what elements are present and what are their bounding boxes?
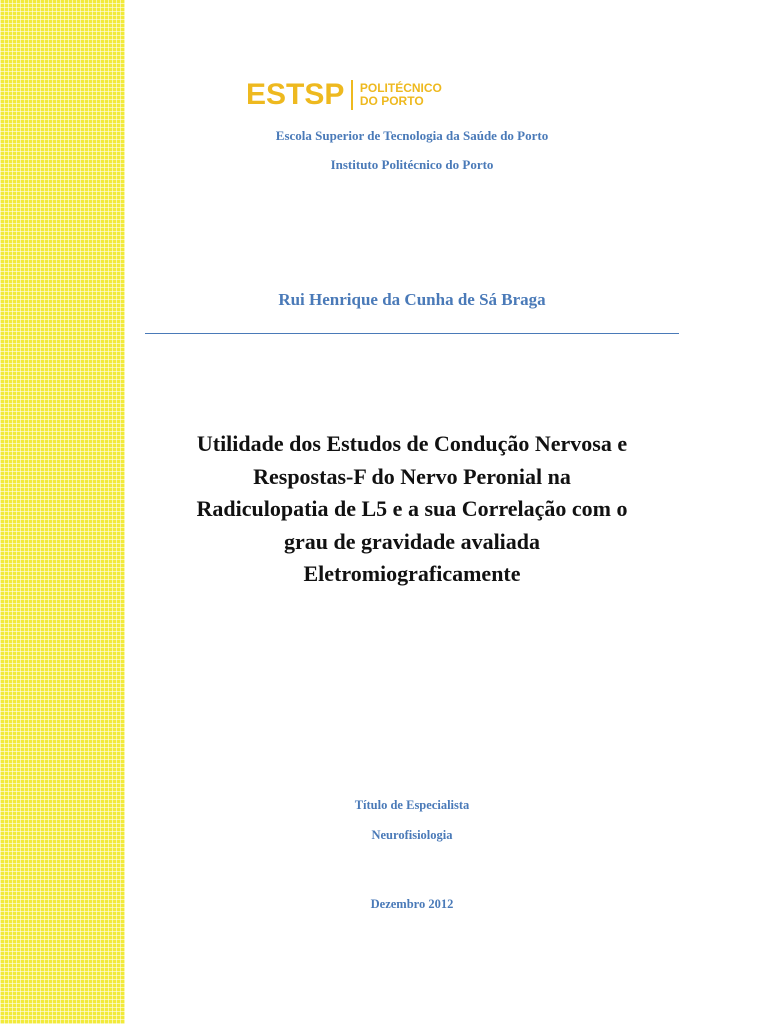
title-line: Eletromiograficamente <box>303 561 521 586</box>
author-name: Rui Henrique da Cunha de Sá Braga <box>278 290 546 309</box>
title-line: Radiculopatia de L5 e a sua Correlação com o <box>196 496 628 521</box>
estsp-logo <box>246 78 442 112</box>
title-line: Respostas-F do Nervo Peronial na <box>253 463 571 489</box>
field-name: Neurofisiologia <box>371 828 453 842</box>
decorative-side-band <box>0 0 125 1024</box>
institute-name: Instituto Politécnico do Porto <box>330 157 494 172</box>
thesis-title <box>146 428 678 591</box>
logo-name-line: POLITÉCNICO <box>359 81 442 95</box>
logo-divider <box>351 80 353 110</box>
title-line: grau de gravidade avaliada <box>283 528 541 554</box>
publication-date: Dezembro 2012 <box>370 897 454 911</box>
logo-name <box>360 82 442 108</box>
school-name: Escola Superior de Tecnologia da Saúde do Porto <box>275 128 549 143</box>
logo-name-line: DO PORTO <box>359 94 424 108</box>
divider-rule <box>145 333 679 334</box>
degree-title: Título de Especialista <box>354 798 470 812</box>
title-line: Utilidade dos Estudos de Condução Nervosa e <box>196 431 628 456</box>
logo-mark: ESTSP <box>246 78 345 111</box>
